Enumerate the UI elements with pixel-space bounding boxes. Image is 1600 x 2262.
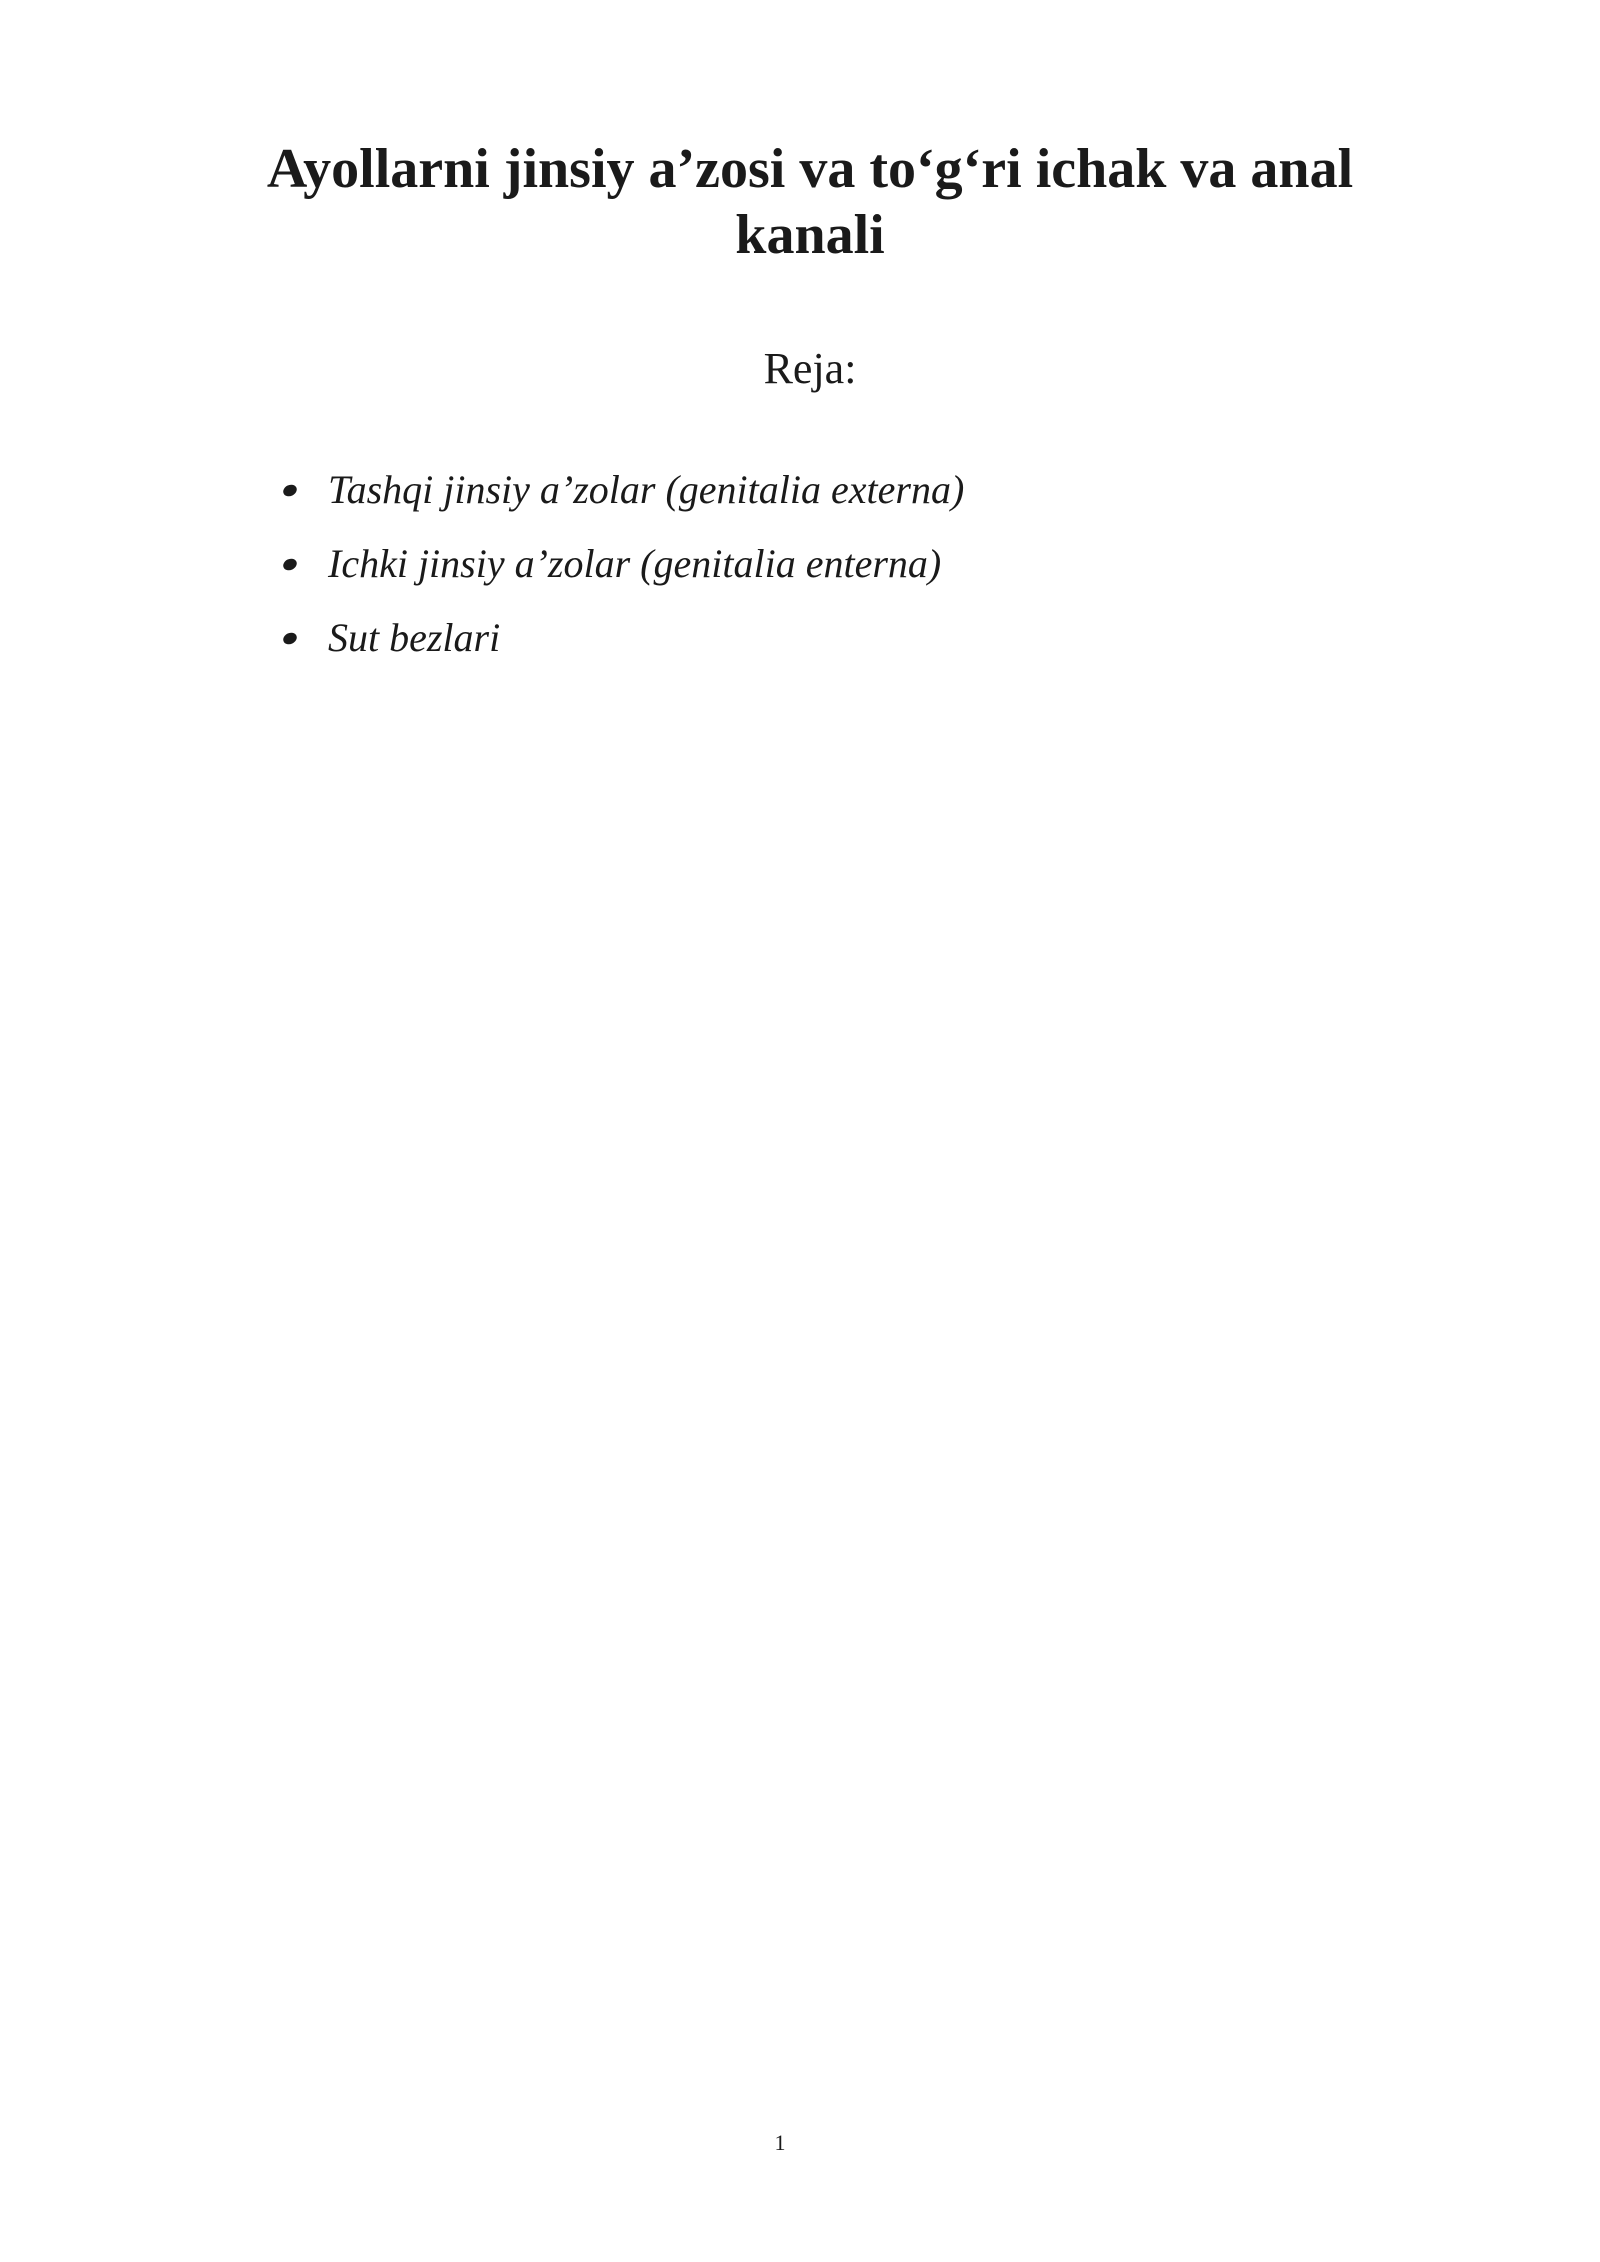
plan-item-text: Sut bezlari [328,615,501,660]
plan-item-text: Ichki jinsiy a’zolar (genitalia enterna) [328,541,942,586]
plan-heading: Reja: [763,344,857,393]
page-number: 1 [774,2130,786,2155]
bullet-icon [281,631,298,647]
document-title: Ayollarni jinsiy a’zosi va to‘g‘ri ichak va anal kanali [266,138,1354,266]
bullet-icon [281,557,298,573]
bullet-icon [281,483,298,499]
plan-item-text: Tashqi jinsiy a’zolar (genitalia externa) [328,467,965,512]
